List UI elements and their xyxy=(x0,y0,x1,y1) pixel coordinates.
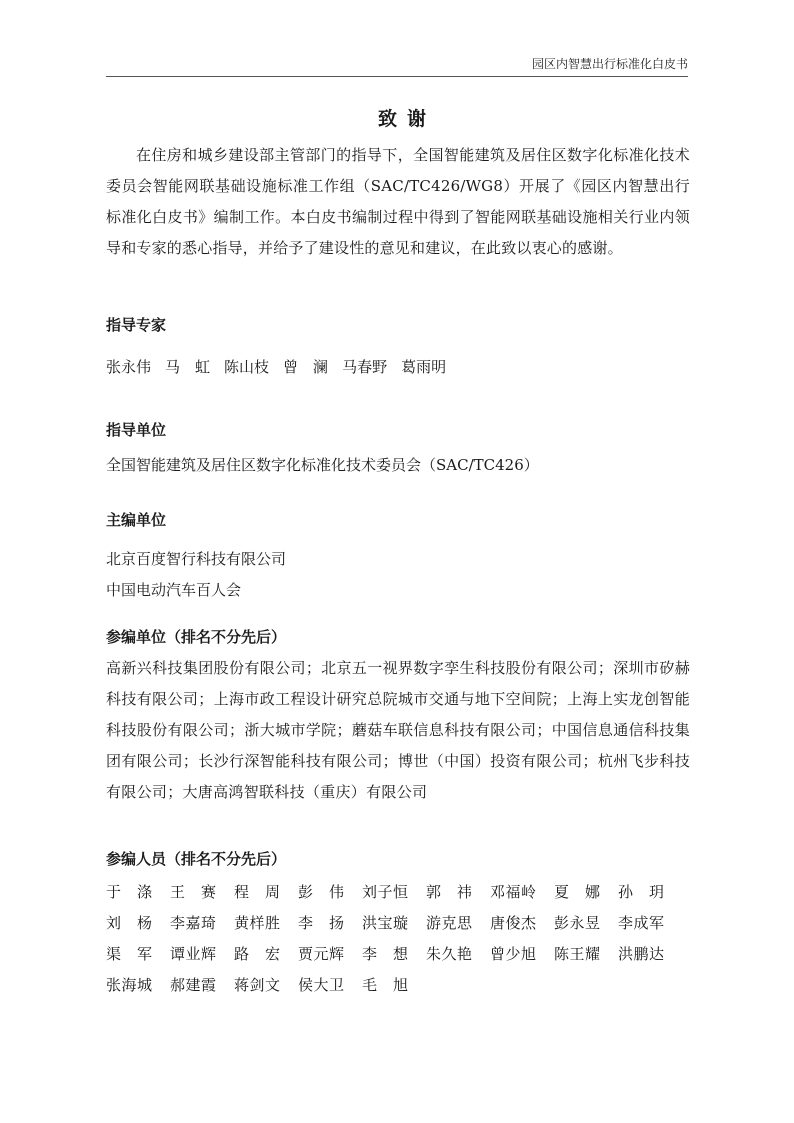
page-body xyxy=(106,140,690,1001)
participant-name: 李成军 xyxy=(618,914,665,932)
experts-heading: 指导专家 xyxy=(106,316,167,334)
intro-paragraph: 在住房和城乡建设部主管部门的指导下，全国智能建筑及居住区数字化标准化技术委员会智能网联基础设施标准工作组（SAC/TC426/WG8）开展了《园区内智慧出行标准化白皮书》编制工作。本白皮书编制过程中得到了智能网联基础设施相关行业内领导和专家的悉心指导，并给予了建设性的意见和建议，在此致以衷心的感谢。 xyxy=(106,146,690,257)
participant-name: 侯大卫 xyxy=(298,976,345,994)
guiding-unit-name: 全国智能建筑及居住区数字化标准化技术委员会（SAC/TC426） xyxy=(106,456,539,474)
participant-name: 李 想 xyxy=(362,945,409,963)
chief-editors-heading: 主编单位 xyxy=(106,511,167,529)
participant-name: 邓福岭 xyxy=(490,883,537,901)
participant-name: 郝建霞 xyxy=(170,976,217,994)
expert-name: 陈山枝 xyxy=(224,358,270,376)
header-rule xyxy=(106,76,688,77)
participant-name: 曾少旭 xyxy=(490,945,537,963)
participant-name: 李 扬 xyxy=(298,914,345,932)
chief-editor-unit: 北京百度智行科技有限公司 xyxy=(106,550,287,568)
participating-units-heading: 参编单位（排名不分先后） xyxy=(106,628,287,646)
experts-list xyxy=(106,352,690,383)
participant-name: 唐俊杰 xyxy=(490,914,537,932)
participant-name: 程 周 xyxy=(234,883,281,901)
participant-name: 李嘉琦 xyxy=(170,914,217,932)
expert-name: 马春野 xyxy=(342,358,388,376)
participant-name: 彭永昱 xyxy=(554,914,601,932)
participant-name: 郭 祎 xyxy=(426,883,473,901)
participant-name: 刘子恒 xyxy=(362,883,409,901)
expert-name: 曾 澜 xyxy=(283,358,329,376)
participant-name: 毛 旭 xyxy=(362,976,409,994)
participant-name: 黄样胜 xyxy=(234,914,281,932)
participant-name: 洪鹏达 xyxy=(618,945,665,963)
running-header: 园区内智慧出行标准化白皮书 xyxy=(531,57,688,71)
participant-name: 朱久艳 xyxy=(426,945,473,963)
participant-name: 于 涤 xyxy=(106,883,153,901)
expert-name: 张永伟 xyxy=(106,358,152,376)
participant-name: 彭 伟 xyxy=(298,883,345,901)
participant-name: 路 宏 xyxy=(234,945,281,963)
participant-name: 谭业辉 xyxy=(170,945,217,963)
participant-name: 张海城 xyxy=(106,976,153,994)
participant-name: 蒋剑文 xyxy=(234,976,281,994)
participant-name: 夏 娜 xyxy=(554,883,601,901)
participant-name: 陈王耀 xyxy=(554,945,601,963)
participating-units-text: 高新兴科技集团股份有限公司；北京五一视界数字孪生科技股份有限公司；深圳市矽赫科技有限公司；上海市政工程设计研究总院城市交通与地下空间院；上海上实龙创智能科技股份有限公司；浙大城市学院；蘑菇车联信息科技有限公司；中国信息通信科技集团有限公司；长沙行深智能科技有限公司；博世（中国）投资有限公司；杭州飞步科技有限公司；大唐高鸿智联科技（重庆）有限公司 xyxy=(106,659,690,801)
participant-name: 渠 军 xyxy=(106,945,153,963)
participant-name: 游克思 xyxy=(426,914,473,932)
chief-editor-unit: 中国电动汽车百人会 xyxy=(106,581,242,599)
participant-name: 刘 杨 xyxy=(106,914,153,932)
page-title: 致谢 xyxy=(377,108,436,130)
participant-name: 贾元辉 xyxy=(298,945,345,963)
participants-heading: 参编人员（排名不分先后） xyxy=(106,850,287,868)
participant-name: 孙 玥 xyxy=(618,883,665,901)
guiding-unit-heading: 指导单位 xyxy=(106,421,167,439)
participant-name: 洪宝璇 xyxy=(362,914,409,932)
expert-name: 葛雨明 xyxy=(401,358,447,376)
participant-name: 王 赛 xyxy=(170,883,217,901)
expert-name: 马 虹 xyxy=(165,358,211,376)
participants-list xyxy=(106,877,690,1001)
